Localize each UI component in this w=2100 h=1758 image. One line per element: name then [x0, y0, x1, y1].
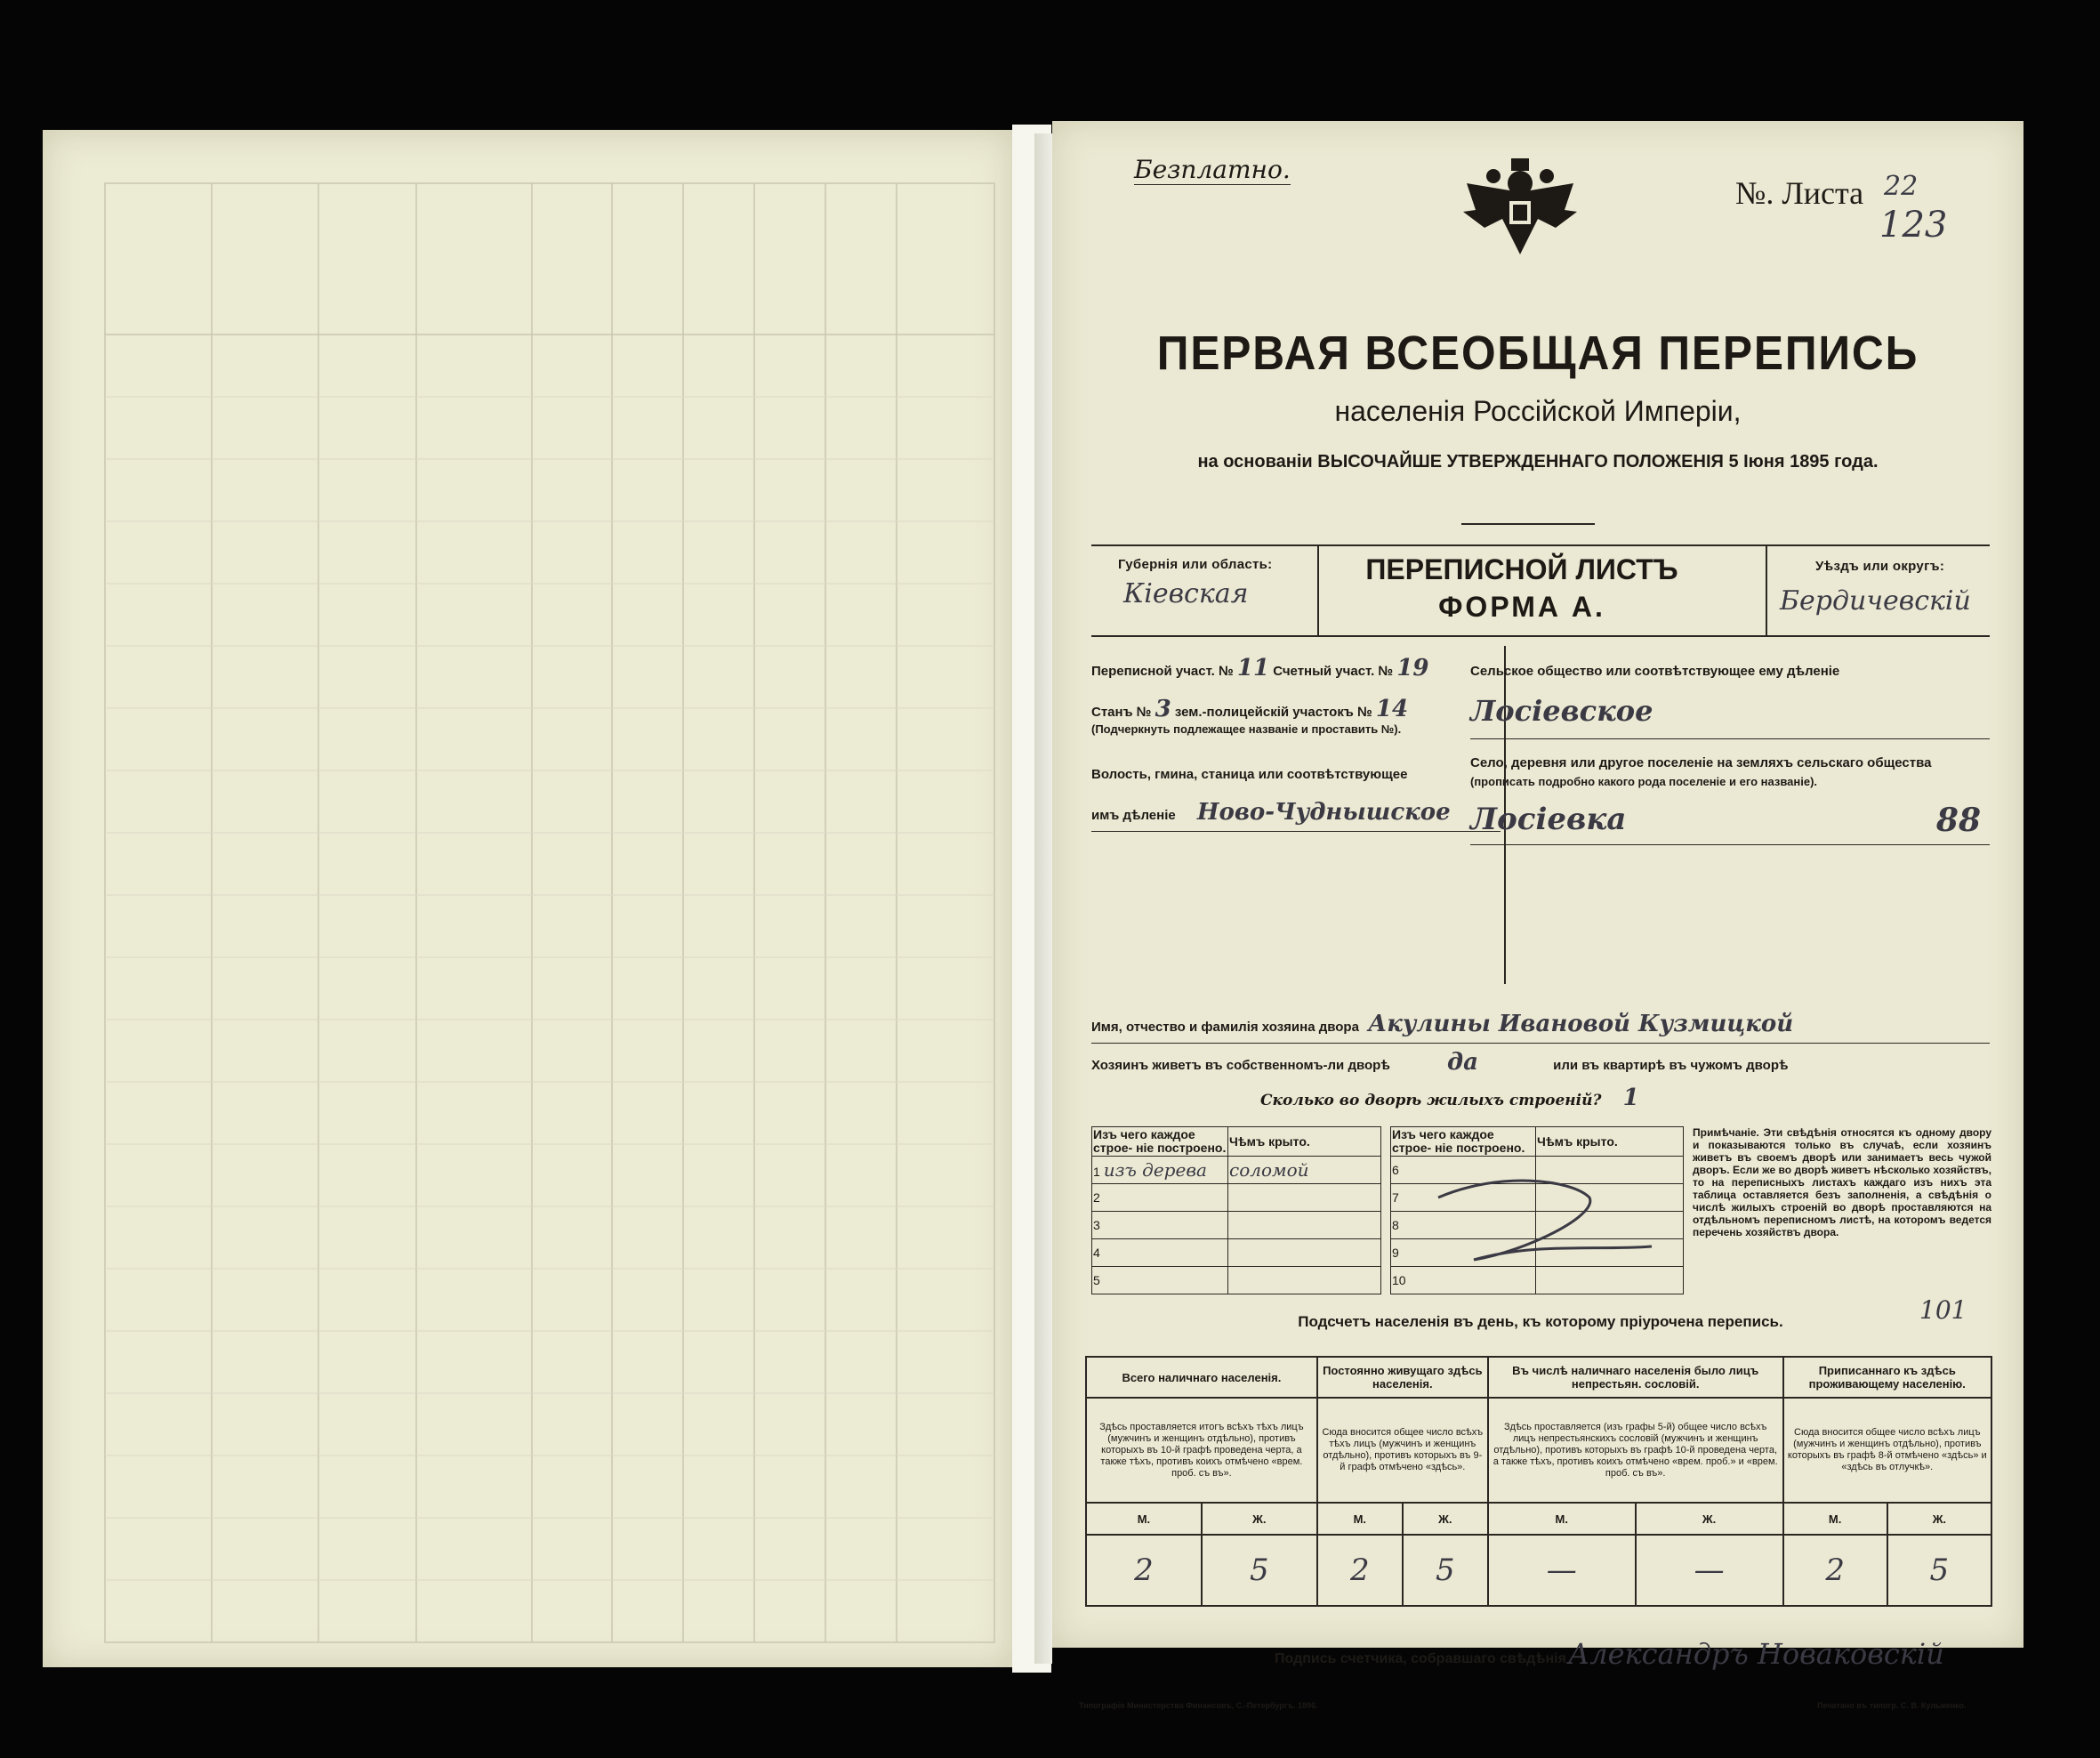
buildings-count-label: Сколько во дворѣ жилыхъ строеній?: [1260, 1092, 1602, 1109]
enumerator-signature: Александръ Новаковскій: [1568, 1637, 1944, 1671]
table-row: 3: [1092, 1212, 1381, 1239]
gubernia-cell: [1091, 546, 1319, 635]
owner-name-label: Имя, отчество и фамилія хозяина двора: [1091, 1020, 1359, 1035]
form-title: ПЕРЕПИСНОЙ ЛИСТЪ: [1365, 553, 1678, 585]
buildings-note: Примѣчаніе. Эти свѣдѣнія относятся къ одному двору и показываются только въ случаѣ, если хозяинъ живетъ въ своемъ дворѣ или занимаетъ весь чужой дворъ. Если же во дворѣ живетъ нѣсколько хозяйствъ, то на переписныхъ листахъ каждаго изъ нихъ эта таблица оставляется безъ заполненія, а свѣдѣнія о числѣ жилыхъ строеній во дворѣ проставляются на отдѣльномъ переписномъ листѣ, на которомъ ведется перечень хозяйствъ двора.: [1693, 1126, 1991, 1238]
count-desc-nonpeasant: Здѣсь проставляется (изъ графы 5-й) общее число всѣхъ лицъ непрестьянскихъ сословій (мужчинъ и женщинъ отдѣльно), противъ которыхъ въ графѣ 10-й проведена черта, а также тѣхъ, противъ коихъ отмѣчено «врем. проб.» и «врем. проб. съ въ».: [1488, 1398, 1783, 1503]
sex-female-header: Ж.: [1636, 1503, 1783, 1535]
perepis-uchastok-label: Переписной участ. №: [1091, 664, 1234, 679]
volost-value: Ново-Чуднышское: [1196, 799, 1451, 826]
free-of-charge-label: Безплатно.: [1134, 155, 1291, 184]
sex-male-header: М.: [1783, 1503, 1887, 1535]
uezd-value: Бердичевскій: [1780, 585, 1971, 617]
obshchestvo-value: Лосіевское: [1470, 694, 1990, 739]
stan-value: 3: [1155, 696, 1171, 722]
buildings-col-material-2: Изъ чего каждое строе- ніе построено.: [1391, 1127, 1536, 1157]
table-row: 8: [1391, 1212, 1684, 1239]
count-header-total: Всего наличнаго населенія.: [1086, 1357, 1317, 1398]
document-subtitle: населенія Россійской Имперіи,: [1334, 395, 1742, 427]
owner-fields: [1091, 1011, 1990, 1115]
apartment-label: или въ квартирѣ въ чужомъ дворѣ: [1553, 1058, 1789, 1073]
count-registered-male: 2: [1783, 1535, 1887, 1606]
form-header-box: [1091, 544, 1990, 637]
count-margin-number: 101: [1919, 1295, 1967, 1325]
table-row: 4: [1092, 1239, 1381, 1267]
sex-female-header: Ж.: [1202, 1503, 1317, 1535]
table-row: 1 изъ дерева соломой: [1092, 1157, 1381, 1184]
underline-note: (Подчеркнуть подлежащее названіе и проставить №).: [1091, 722, 1402, 736]
selo-value: Лосіевка: [1470, 802, 1627, 837]
count-header-nonpeasant: Въ числѣ наличнаго населенія было лицъ непрестьян. сословій.: [1488, 1357, 1783, 1398]
left-fields: [1091, 655, 1501, 832]
left-page: [43, 130, 1012, 1667]
perepis-uchastok-value: 11: [1236, 655, 1270, 681]
count-permanent-male: 2: [1317, 1535, 1403, 1606]
police-uchastok-value: 14: [1375, 696, 1409, 722]
table-row: 2: [1092, 1184, 1381, 1212]
page-gutter-shadow: [1034, 133, 1052, 1664]
schetny-uchastok-value: 19: [1396, 655, 1429, 681]
table-row: 5: [1092, 1267, 1381, 1294]
table-row: 9: [1391, 1239, 1684, 1267]
right-fields: [1470, 664, 1990, 845]
uezd-label: Уѣздъ или округъ:: [1815, 559, 1945, 574]
volost-label: Волость, гмина, станица или соотвѣтствующее: [1091, 767, 1408, 782]
imperial-eagle-emblem: [1458, 157, 1582, 263]
own-yard-value: да: [1447, 1049, 1478, 1076]
obshchestvo-label: Сельское общество или соотвѣтствующее ему дѣленіе: [1470, 664, 1840, 679]
census-form-page: [1052, 121, 2024, 1710]
count-header-permanent: Постоянно живущаго здѣсь населенія.: [1317, 1357, 1488, 1398]
sheet-number-handwritten: 22: [1884, 171, 1919, 202]
gubernia-label: Губернія или область:: [1118, 557, 1273, 572]
count-desc-registered: Сюда вносится общее число всѣхъ лицъ (мужчинъ и женщинъ отдѣльно), противъ которыхъ въ графѣ 8-й отмѣчено «здѣсь» и «здѣсь въ отлучкѣ».: [1783, 1398, 1991, 1503]
own-yard-label: Хозяинъ живетъ въ собственномъ-ли дворѣ: [1091, 1058, 1390, 1073]
table-row: 6: [1391, 1157, 1684, 1184]
count-desc-total: Здѣсь проставляется итогъ всѣхъ тѣхъ лицъ (мужчинъ и женщинъ отдѣльно), противъ которыхъ въ 10-й графѣ проведена черта, а также тѣхъ, противъ коихъ отмѣчено «врем. проб. съ въ».: [1086, 1398, 1317, 1503]
buildings-col-material: Изъ чего каждое строе- ніе построено.: [1092, 1127, 1228, 1157]
selo-label: Село, деревня или другое поселеніе на земляхъ сельскаго общества: [1470, 755, 1932, 770]
sex-male-header: М.: [1086, 1503, 1202, 1535]
count-total-female: 5: [1202, 1535, 1317, 1606]
uezd-cell: [1766, 546, 1991, 635]
table-row: 7: [1391, 1184, 1684, 1212]
selo-mark: 88: [1935, 802, 1981, 839]
count-desc-permanent: Сюда вносится общее число всѣхъ тѣхъ лицъ (мужчинъ и женщинъ отдѣльно), противъ которыхъ въ 9-й графѣ отмѣчено «здѣсь».: [1317, 1398, 1488, 1503]
sex-male-header: М.: [1317, 1503, 1403, 1535]
gubernia-value: Кіевская: [1123, 578, 1249, 609]
document-legal-basis: на основаніи ВЫСОЧАЙШЕ УТВЕРЖДЕННАГО ПОЛОЖЕНІЯ 5 Іюня 1895 года.: [1197, 452, 1879, 472]
count-nonpeasant-female: —: [1636, 1535, 1783, 1606]
selo-note: (прописать подробно какого рода поселеніе и его названіе).: [1470, 775, 1818, 788]
buildings-col-roof: Чѣмъ крыто.: [1228, 1127, 1381, 1157]
sex-male-header: М.: [1488, 1503, 1636, 1535]
printer-imprint-right: Печатано въ типогр. С. В. Кульженко.: [1817, 1701, 1967, 1710]
left-page-grid: [43, 130, 1012, 1667]
signature-label: Подпись счетчика, собравшаго свѣдѣнія: [1275, 1651, 1566, 1666]
sex-female-header: Ж.: [1403, 1503, 1488, 1535]
count-total-male: 2: [1086, 1535, 1202, 1606]
volost-label-2: имъ дѣленіе: [1091, 808, 1176, 823]
buildings-count-value: 1: [1622, 1085, 1639, 1111]
archival-sheet-number: 123: [1879, 205, 1948, 246]
count-registered-female: 5: [1887, 1535, 1991, 1606]
count-header-registered: Приписаннаго къ здѣсь проживающему населенію.: [1783, 1357, 1991, 1398]
owner-name-value: Акулины Ивановой Кузмицкой: [1368, 1011, 1794, 1037]
sex-female-header: Ж.: [1887, 1503, 1991, 1535]
count-permanent-female: 5: [1403, 1535, 1488, 1606]
printer-imprint-left: Типографія Министерства Финансовъ, С.-Петербургъ. 1896.: [1079, 1701, 1318, 1710]
ornament-divider: [1461, 523, 1595, 525]
schetny-uchastok-label: Счетный участ. №: [1273, 664, 1394, 679]
table-row: 10: [1391, 1267, 1684, 1294]
police-uchastok-label: зем.-полицейскій участокъ №: [1174, 705, 1372, 720]
document-title: ПЕРВАЯ ВСЕОБЩАЯ ПЕРЕПИСЬ: [1156, 327, 1919, 380]
z-strikeout-mark: [1420, 1162, 1687, 1278]
buildings-col-roof-2: Чѣмъ крыто.: [1536, 1127, 1684, 1157]
stan-label: Станъ №: [1091, 705, 1152, 720]
population-count-table: [1085, 1356, 1992, 1607]
sheet-number-label: №. Листа: [1735, 175, 1864, 211]
count-title: Подсчетъ населенія въ день, къ которому пріурочена перепись.: [1298, 1313, 1783, 1330]
form-type: ФОРМА А.: [1438, 591, 1605, 623]
count-nonpeasant-male: —: [1488, 1535, 1636, 1606]
